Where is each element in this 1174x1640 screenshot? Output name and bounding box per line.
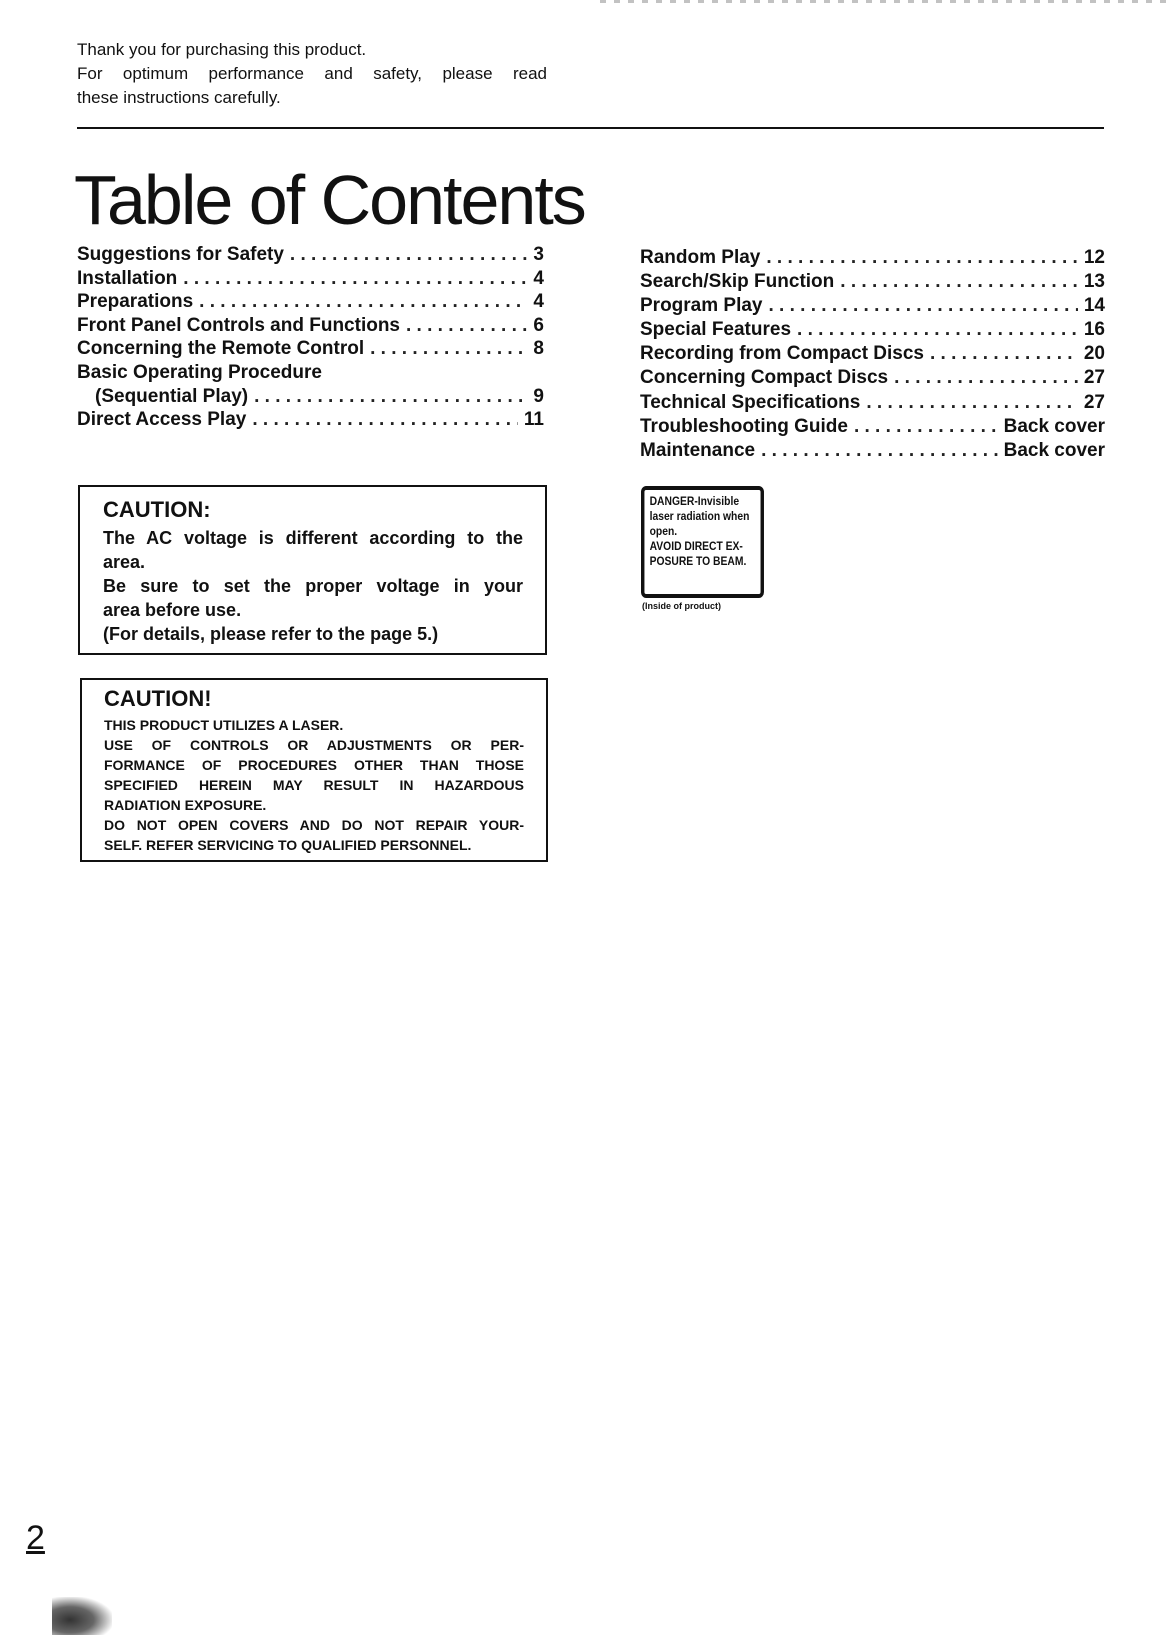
toc-entry <box>77 290 544 314</box>
toc-entry-label: Program Play <box>640 295 763 317</box>
toc-dot-leader <box>252 408 518 432</box>
caution-line: (For details, please refer to the page 5.) <box>103 624 439 644</box>
toc-dot-leader <box>766 246 1077 270</box>
danger-label-line: AVOID DIRECT EX- <box>649 539 743 553</box>
toc-entry-page: 6 <box>533 314 544 336</box>
caution-line: SELF. REFER SERVICING TO QUALIFIED PERSONNEL. <box>104 837 472 853</box>
toc-entry <box>640 246 1105 270</box>
toc-entry-page: Back cover <box>1003 439 1105 461</box>
caution-line: area before use. <box>103 600 242 620</box>
toc-entry <box>640 391 1105 415</box>
toc-entry <box>77 408 544 432</box>
toc-entry-page: 11 <box>523 409 544 431</box>
toc-entry-page: 9 <box>533 385 544 407</box>
toc-entry-page: 3 <box>533 244 544 265</box>
toc-dot-leader <box>370 337 527 361</box>
toc-entry-page: 27 <box>1083 391 1105 413</box>
toc-entry-page: 4 <box>533 291 544 313</box>
caution-heading: CAUTION: <box>103 497 211 522</box>
danger-label-line: DANGER-Invisible <box>649 494 740 508</box>
toc-entry-page: Back cover <box>1003 415 1105 437</box>
caution-heading: CAUTION! <box>104 686 212 711</box>
danger-label-line: laser radiation when <box>649 509 750 523</box>
page-title: Table of Contents <box>74 161 585 239</box>
toc-entry-label: Technical Specifications <box>640 391 861 413</box>
caution-laser-box <box>80 678 548 862</box>
toc-entry <box>640 270 1105 294</box>
danger-label-line: open. <box>649 524 678 538</box>
toc-entry <box>77 337 544 361</box>
toc-entry <box>640 439 1105 463</box>
toc-entry-page: 14 <box>1083 295 1105 317</box>
toc-entry-page: 12 <box>1083 247 1105 268</box>
toc-entry-label: Basic Operating Procedure <box>77 361 322 383</box>
danger-laser-label <box>641 486 764 598</box>
toc-entry-page: 27 <box>1083 367 1105 389</box>
caution-line: RADIATION EXPOSURE. <box>104 797 267 813</box>
caution-laser-text <box>104 715 524 855</box>
danger-label-caption: (Inside of product) <box>642 601 721 611</box>
toc-entry-label: Special Features <box>640 319 792 341</box>
caution-line: area. <box>103 552 146 572</box>
toc-dot-leader <box>769 294 1078 318</box>
toc-entry-label: Search/Skip Function <box>640 271 835 293</box>
caution-line: Be sure to set the proper voltage in your <box>103 576 523 596</box>
toc-entry-page: 4 <box>533 267 544 289</box>
caution-line: DO NOT OPEN COVERS AND DO NOT REPAIR YOUR- <box>104 817 524 833</box>
toc-entry <box>77 314 544 338</box>
toc-left-column <box>77 243 544 432</box>
caution-line: The AC voltage is different according to the <box>103 528 523 548</box>
toc-dot-leader <box>761 439 998 463</box>
toc-dot-leader <box>183 267 527 291</box>
toc-entry-page: 8 <box>533 338 544 360</box>
toc-entry-label: Front Panel Controls and Functions <box>77 314 400 336</box>
scan-artifact-top <box>600 0 1174 3</box>
toc-entry-page: 20 <box>1083 343 1105 365</box>
scan-artifact-bottom <box>52 1597 112 1635</box>
intro-line: these instructions carefully. <box>77 88 281 107</box>
toc-entry-page: 13 <box>1083 271 1105 293</box>
header-divider <box>77 127 1104 129</box>
intro-text <box>77 38 547 110</box>
toc-entry <box>77 361 544 385</box>
intro-line: Thank you for purchasing this product. <box>77 40 367 59</box>
toc-right-column <box>640 246 1105 463</box>
caution-voltage-text <box>103 526 523 646</box>
toc-entry <box>640 294 1105 318</box>
intro-line: For optimum performance and safety, please read <box>77 64 547 83</box>
caution-voltage-box <box>78 485 547 655</box>
toc-entry <box>640 415 1105 439</box>
page-number: 2 <box>26 1519 45 1557</box>
toc-dot-leader <box>199 290 527 314</box>
toc-dot-leader <box>797 318 1078 342</box>
toc-entry <box>640 366 1105 390</box>
toc-entry <box>77 385 544 409</box>
toc-entry-label: (Sequential Play) <box>95 385 249 407</box>
caution-line: SPECIFIED HEREIN MAY RESULT IN HAZARDOUS <box>104 777 524 793</box>
caution-line: FORMANCE OF PROCEDURES OTHER THAN THOSE <box>104 757 524 773</box>
toc-entry-label: Installation <box>77 267 178 289</box>
toc-entry-label: Preparations <box>77 291 194 313</box>
toc-entry-label: Recording from Compact Discs <box>640 343 924 365</box>
toc-entry <box>77 267 544 291</box>
toc-entry <box>640 342 1105 366</box>
caution-line: THIS PRODUCT UTILIZES A LASER. <box>104 717 344 733</box>
toc-dot-leader <box>254 385 527 409</box>
toc-entry <box>77 243 544 267</box>
toc-entry-page: 16 <box>1083 319 1105 341</box>
caution-line: USE OF CONTROLS OR ADJUSTMENTS OR PER- <box>104 737 524 753</box>
toc-entry <box>640 318 1105 342</box>
toc-entry-label: Direct Access Play <box>77 409 247 431</box>
toc-entry-label: Troubleshooting Guide <box>640 415 848 437</box>
toc-entry-label: Concerning the Remote Control <box>77 338 365 360</box>
toc-dot-leader <box>930 342 1078 366</box>
toc-entry-label: Maintenance <box>640 439 756 461</box>
toc-dot-leader <box>854 415 998 439</box>
toc-entry-label: Concerning Compact Discs <box>640 367 889 389</box>
toc-dot-leader <box>894 366 1078 390</box>
toc-dot-leader <box>866 391 1078 415</box>
toc-dot-leader <box>406 314 527 338</box>
toc-dot-leader <box>840 270 1078 294</box>
danger-label-line: POSURE TO BEAM. <box>649 554 747 568</box>
toc-entry-label: Random Play <box>640 247 761 268</box>
toc-dot-leader <box>290 243 528 267</box>
toc-entry-label: Suggestions for Safety <box>77 244 284 265</box>
